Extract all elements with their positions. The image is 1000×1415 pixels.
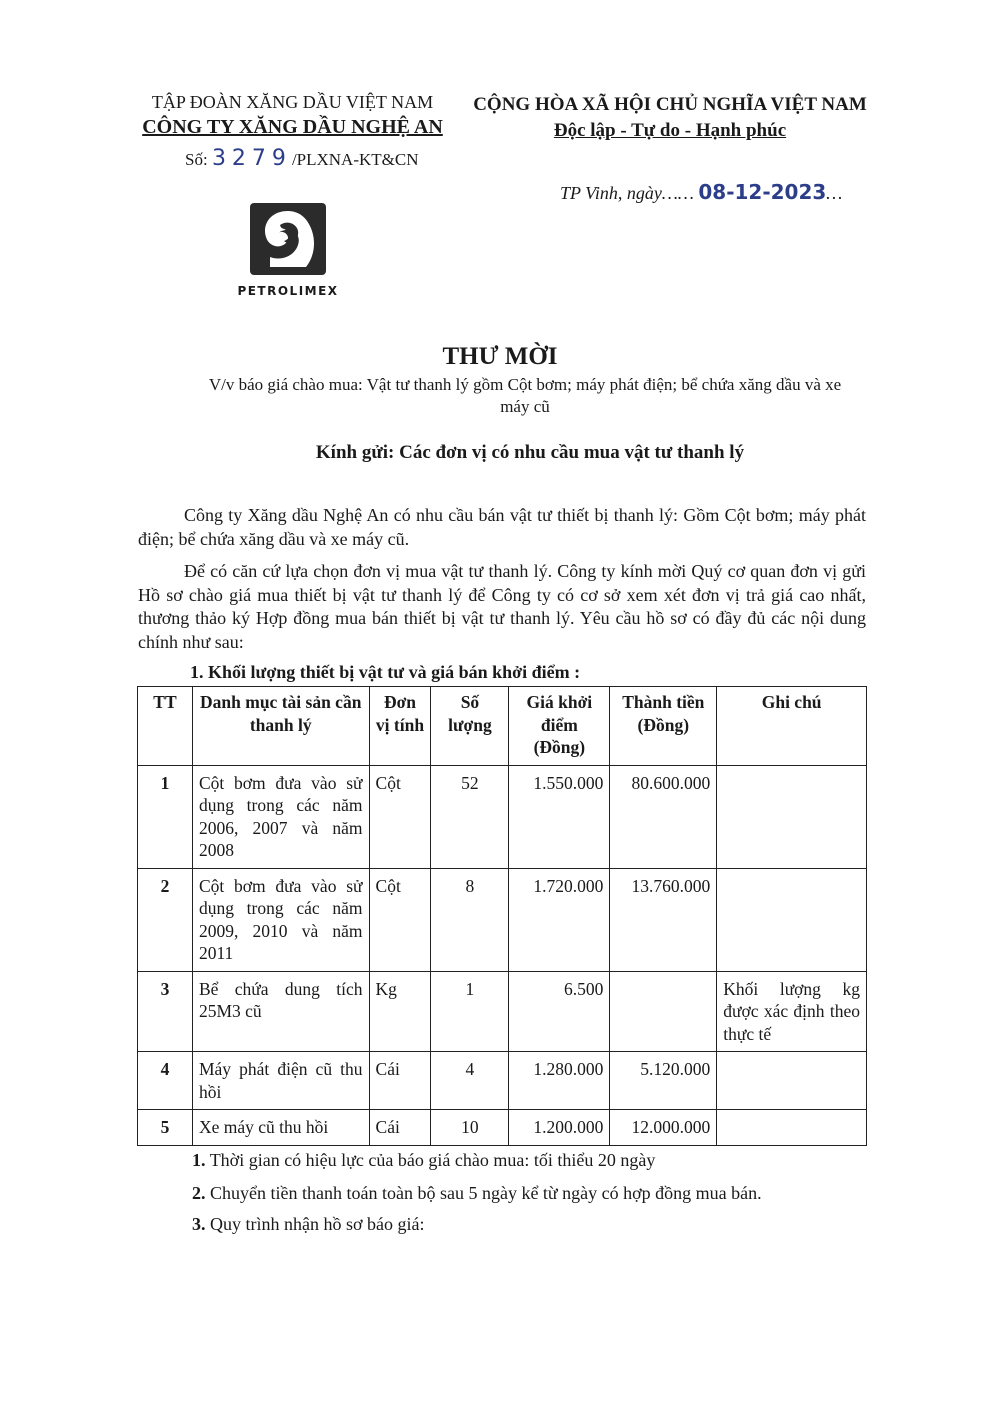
cell-item: Cột bơm đưa vào sử dụng trong các năm 2009, 2010 và năm 2011	[192, 868, 369, 971]
cell-unit: Cái	[369, 1052, 431, 1110]
date-line: TP Vinh, ngày…… 08-12-2023…	[560, 180, 843, 204]
table-row	[138, 1110, 867, 1146]
col-header-total: Thành tiền (Đồng)	[610, 687, 717, 766]
parent-organization: TẬP ĐOÀN XĂNG DẦU VIỆT NAM	[151, 92, 434, 112]
note-text: Thời gian có hiệu lực của báo giá chào mua: tối thiểu 20 ngày	[209, 1150, 656, 1170]
note-text: Quy trình nhận hồ sơ báo giá:	[210, 1214, 425, 1234]
cell-note	[717, 1110, 867, 1146]
date-value: 08-12-2023	[698, 180, 827, 204]
body-paragraph-2	[138, 560, 866, 654]
republic-heading: CỘNG HÒA XÃ HỘI CHỦ NGHĨA VIỆT NAM	[473, 94, 867, 115]
document-number-label: Số:	[185, 150, 208, 169]
note-item-2	[192, 1183, 762, 1204]
cell-note	[717, 1052, 867, 1110]
cell-qty: 4	[431, 1052, 509, 1110]
table-header-row	[138, 687, 867, 766]
cell-total: 80.600.000	[610, 765, 717, 868]
cell-unit: Cái	[369, 1110, 431, 1146]
body-paragraph-1-text: Công ty Xăng dầu Nghệ An có nhu cầu bán vật tư thiết bị thanh lý: Gồm Cột bơm; máy phát điện; bể chứa xăng dầu và xe máy cũ.	[138, 505, 866, 549]
cell-qty: 10	[431, 1110, 509, 1146]
letter-title: THƯ MỜI	[442, 343, 558, 370]
cell-item: Xe máy cũ thu hồi	[192, 1110, 369, 1146]
document-number-value: 3279	[211, 146, 292, 171]
cell-note	[717, 868, 867, 971]
cell-qty: 52	[431, 765, 509, 868]
col-header-price: Giá khởi điểm (Đồng)	[509, 687, 610, 766]
note-item-1	[192, 1150, 655, 1171]
cell-tt: 2	[138, 868, 193, 971]
document-number-suffix: /PLXNA-KT&CN	[291, 150, 419, 169]
col-header-note: Ghi chú	[717, 687, 867, 766]
letter-recipient: Kính gửi: Các đơn vị có nhu cầu mua vật tư thanh lý	[315, 442, 745, 463]
table-row	[138, 1052, 867, 1110]
cell-unit: Cột	[369, 765, 431, 868]
cell-unit: Cột	[369, 868, 431, 971]
cell-item: Bể chứa dung tích 25M3 cũ	[192, 971, 369, 1052]
cell-total: 13.760.000	[610, 868, 717, 971]
cell-total: 12.000.000	[610, 1110, 717, 1146]
petrolimex-logo-icon	[250, 203, 326, 275]
national-motto-text: Độc lập - Tự do - Hạnh phúc	[553, 120, 787, 141]
body-paragraph-2-text: Để có căn cứ lựa chọn đơn vị mua vật tư thanh lý. Công ty kính mời Quý cơ quan đơn vị gửi Hồ sơ chào giá mua thiết bị vật tư thanh lý để Công ty có cơ sở xem xét đơn vị trả giá cao nhất, thương thảo ký Hợp đồng mua bán thiết bị vật tư thanh lý. Yêu cầu hồ sơ có đầy đủ các nội dung chính như sau:	[138, 561, 866, 652]
cell-tt: 3	[138, 971, 193, 1052]
cell-price: 1.280.000	[509, 1052, 610, 1110]
body-paragraph-1	[138, 504, 866, 551]
cell-total: 5.120.000	[610, 1052, 717, 1110]
note-text: Chuyển tiền thanh toán toàn bộ sau 5 ngày kể từ ngày có hợp đồng mua bán.	[210, 1183, 762, 1203]
organization-name: CÔNG TY XĂNG DẦU NGHỆ AN	[142, 116, 443, 138]
note-number: 1.	[192, 1150, 206, 1170]
col-header-qty: Số lượng	[431, 687, 509, 766]
cell-unit: Kg	[369, 971, 431, 1052]
cell-price: 1.550.000	[509, 765, 610, 868]
cell-price: 1.720.000	[509, 868, 610, 971]
col-header-item: Danh mục tài sản cần thanh lý	[192, 687, 369, 766]
cell-note: Khối lượng kg được xác định theo thực tế	[717, 971, 867, 1052]
cell-tt: 1	[138, 765, 193, 868]
cell-note	[717, 765, 867, 868]
table-row	[138, 868, 867, 971]
note-number: 2.	[192, 1183, 206, 1203]
note-number: 3.	[192, 1214, 206, 1234]
cell-total	[610, 971, 717, 1052]
letter-subject: V/v báo giá chào mua: Vật tư thanh lý gồm Cột bơm; máy phát điện; bể chứa xăng dầu và xe máy cũ	[208, 375, 842, 416]
cell-tt: 4	[138, 1052, 193, 1110]
items-table	[137, 686, 867, 1146]
cell-qty: 8	[431, 868, 509, 971]
table-row	[138, 971, 867, 1052]
note-item-3	[192, 1214, 425, 1235]
table-row	[138, 765, 867, 868]
cell-price: 1.200.000	[509, 1110, 610, 1146]
cell-qty: 1	[431, 971, 509, 1052]
col-header-tt: TT	[138, 687, 193, 766]
cell-item: Máy phát điện cũ thu hồi	[192, 1052, 369, 1110]
document-number	[185, 146, 419, 171]
national-motto	[470, 120, 870, 142]
cell-tt: 5	[138, 1110, 193, 1146]
cell-item: Cột bơm đưa vào sử dụng trong các năm 2006, 2007 và năm 2008	[192, 765, 369, 868]
date-prefix: TP Vinh, ngày	[560, 183, 662, 203]
logo-wordmark: PETROLIMEX	[237, 284, 339, 298]
col-header-unit: Đơn vị tính	[369, 687, 431, 766]
section-heading-1: 1. Khối lượng thiết bị vật tư và giá bán khởi điểm :	[190, 662, 581, 682]
cell-price: 6.500	[509, 971, 610, 1052]
